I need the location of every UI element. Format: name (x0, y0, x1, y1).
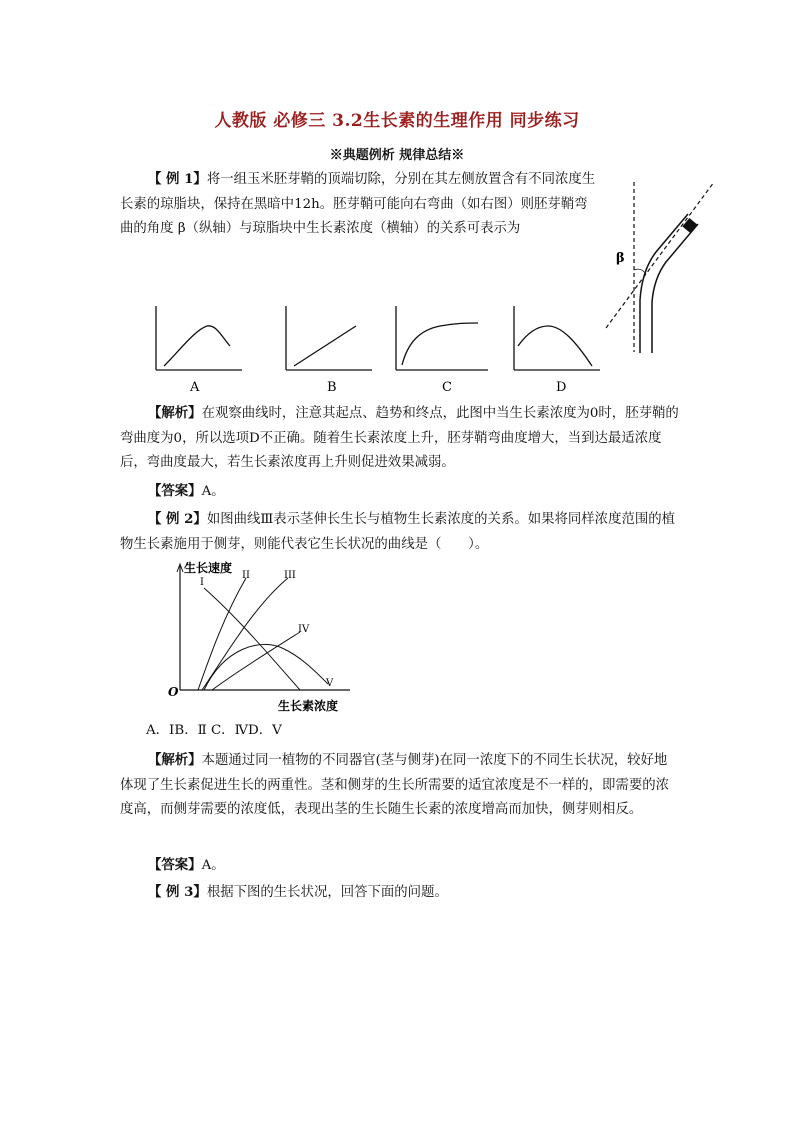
curve-iii (202, 578, 288, 690)
curve-v-label: V (326, 678, 334, 689)
origin-label: O (168, 685, 179, 699)
graph-b-label: B (327, 380, 337, 395)
example-2-answer-text: A。 (201, 858, 225, 873)
example-1-answer (120, 479, 680, 505)
growth-curve-figure (160, 556, 360, 716)
graph-c-label: C (442, 380, 452, 395)
example-2-analysis-tag: 【解析】 (148, 752, 202, 768)
example-1-tag: 【 例 1】 (148, 171, 207, 187)
graph-d-label: D (556, 380, 567, 395)
graph-d (508, 302, 608, 397)
example-2-analysis (120, 748, 680, 823)
coleoptile-figure (596, 170, 726, 360)
curve-iv-label: IV (298, 624, 310, 635)
example-1-analysis (120, 401, 680, 476)
example-3-text: 根据下图的生长状况，回答下面的问题。 (206, 885, 448, 900)
graph-d-curve (518, 326, 592, 366)
curve-iii-label: III (284, 570, 296, 581)
coleoptile-outer-edge (640, 214, 688, 353)
graph-a (150, 302, 250, 397)
example-2-question (120, 507, 680, 557)
curve-ii (198, 578, 246, 690)
example-1-question (120, 167, 600, 242)
agar-block (682, 218, 697, 233)
example-3-tag: 【 例 3】 (148, 884, 207, 900)
graph-b-curve (294, 326, 356, 366)
example-1-answer-text: A。 (201, 484, 225, 499)
example-1-analysis-tag: 【解析】 (148, 405, 202, 421)
example-2-options: A．ⅠB．Ⅱ C．ⅣD．Ⅴ (146, 723, 282, 738)
graph-b (280, 302, 380, 397)
graph-c-curve (402, 323, 478, 365)
graph-c (390, 302, 500, 397)
curve-ii-label: II (242, 570, 250, 581)
page-title: 人教版 必修三 3.2生长素的生理作用 同步练习 (214, 111, 580, 131)
y-axis-label: 生长速度 (184, 561, 233, 575)
example-2-text: 如图曲线Ⅲ表示茎伸长生长与植物生长素浓度的关系。如果将同样浓度范围的植物生长素施用于侧芽，则能代表它生长状况的曲线是（ ）。 (120, 512, 676, 552)
curve-i (204, 588, 300, 690)
graph-a-label: A (190, 380, 200, 395)
example-2-tag: 【 例 2】 (148, 511, 207, 527)
example-1-analysis-text: 在观察曲线时，注意其起点、趋势和终点，此图中当生长素浓度为0时，胚芽鞘的弯曲度为0，所以选项D不正确。随着生长素浓度上升，胚芽鞘弯曲度增大，当到达最适浓度后，弯曲度最大，若生长素浓度再上升则促进效果减弱。 (120, 406, 679, 470)
x-axis-label: 生长素浓度 (278, 699, 339, 713)
graph-a-curve (164, 326, 230, 366)
coleoptile-inner-edge (652, 224, 698, 353)
section-subtitle: ※典题例析 规律总结※ (329, 148, 465, 163)
example-2-answer-tag: 【答案】 (148, 857, 202, 873)
example-3-question (120, 880, 680, 906)
beta-label: β (616, 251, 625, 266)
example-1-text: 将一组玉米胚芽鞘的顶端切除，分别在其左侧放置含有不同浓度生长素的琼脂块，保持在黑暗中12h。胚芽鞘可能向右弯曲（如右图）则胚芽鞘弯曲的角度 β（纵轴）与琼脂块中生长素浓度（横轴）的关系可表示为 (120, 172, 596, 236)
example-2-analysis-text: 本题通过同一植物的不同器官(茎与侧芽)在同一浓度下的不同生长状况，较好地体现了生长素促进生长的两重性。茎和侧芽的生长所需要的适宜浓度是不一样的，即需要的浓度高，而侧芽需要的浓度低，表现出茎的生长随生长素的浓度增高而加快，侧芽则相反。 (120, 753, 670, 817)
example-2-answer (120, 853, 680, 879)
example-1-answer-tag: 【答案】 (148, 483, 202, 499)
curve-i-label: I (200, 577, 204, 588)
